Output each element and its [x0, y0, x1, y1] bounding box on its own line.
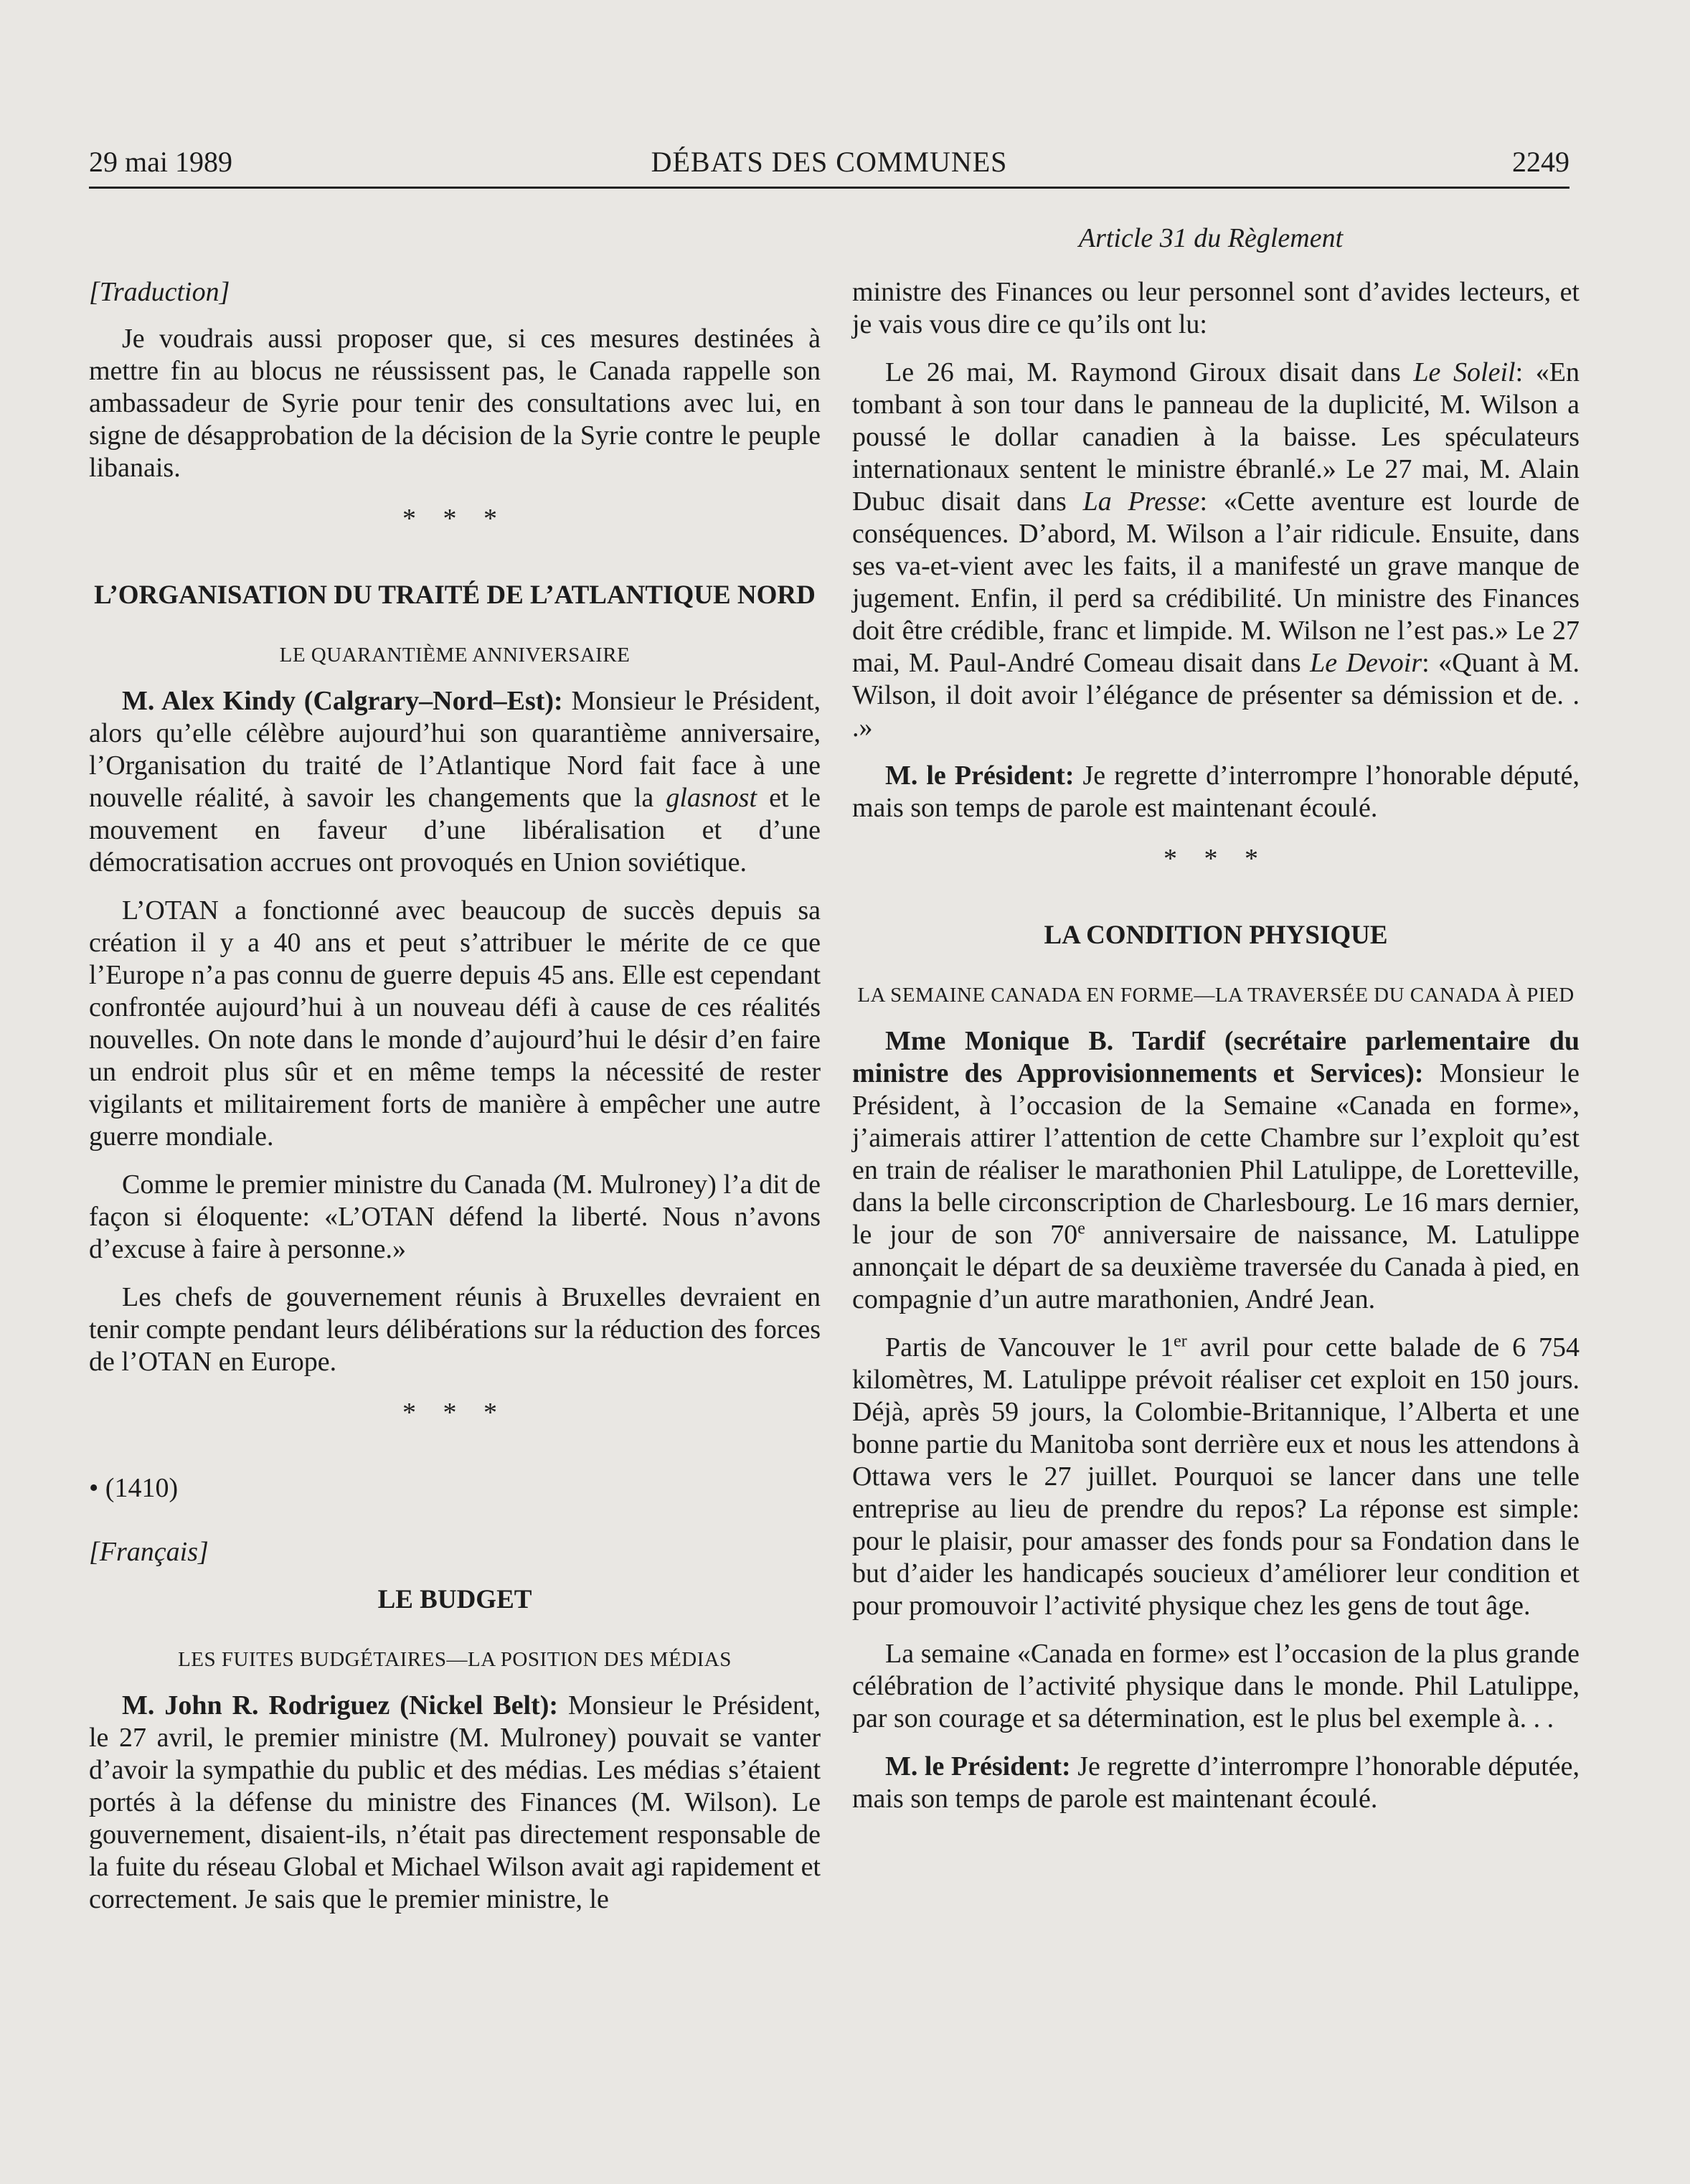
speech-text: anniversaire de naissance, M. Latulippe annonçait le départ de sa deuxième traversée du Canada à pied, en compagnie d’un autre marathonien, André Jean.	[852, 1220, 1580, 1314]
speech-paragraph	[852, 1751, 1580, 1815]
paragraph-text: Partis de Vancouver le 1	[885, 1332, 1174, 1362]
emphasis-text: glasnost	[666, 783, 757, 813]
newspaper-name: Le Soleil	[1413, 357, 1516, 387]
newspaper-name: La Presse	[1082, 486, 1200, 517]
quote-text: : «En tombant à son tour dans le panneau de la duplicité, M. Wilson a poussé le dollar canadien à la baisse. Les spéculateurs internationaux sentent le ministre ébranlé.» Le 27 mai, M. Alain Dubuc disait dans	[852, 357, 1580, 517]
header-title: DÉBATS DES COMMUNES	[651, 146, 1008, 178]
paragraph: Les chefs de gouvernement réunis à Bruxelles devraient en tenir compte pendant leurs délibérations sur la réduction des forces de l’OTAN en Europe.	[89, 1282, 821, 1377]
running-head: Article 31 du Règlement	[1078, 223, 1344, 253]
left-column	[89, 276, 821, 1931]
speech-paragraph	[89, 685, 821, 879]
paragraph: La semaine «Canada en forme» est l’occasion de la plus grande célébration de l’activité physique dans le monde. Phil Latulippe, par son courage et sa détermination, est le plus bel exemple à. . .	[852, 1639, 1580, 1733]
speech-text: Monsieur le Président, alors qu’elle célèbre aujourd’hui son quarantième anniversaire, l’Organisation du traité de l’Atlantique Nord fait face à une nouvelle réalité, à savoir les changements que la	[89, 686, 821, 813]
language-tag: [Traduction]	[89, 277, 230, 307]
section-separator: * * *	[402, 504, 507, 534]
quotation-paragraph	[852, 357, 1580, 744]
speaker-name: M. le Président:	[885, 761, 1075, 791]
quote-text: Le 26 mai, M. Raymond Giroux disait dans	[885, 357, 1401, 387]
paragraph: L’OTAN a fonctionné avec beaucoup de succès depuis sa création il y a 40 ans et peut s’attribuer le mérite de ce que l’Europe n’a pas connu de guerre depuis 45 ans. Elle est cependant confrontée aujourd’hui à un nouveau défi à cause de ces réalités nouvelles. On note dans le monde d’aujourd’hui le désir d’en faire un endroit plus sûr et en même temps la nécessité de rester vigilants et militairement forts de manière à empêcher une autre guerre mondiale.	[89, 895, 821, 1152]
speech-paragraph	[852, 760, 1580, 824]
newspaper-name: Le Devoir	[1310, 648, 1422, 678]
speech-text: et le mouvement en faveur d’une libéralisation et d’une démocratisation accrues ont provoqués en Union soviétique.	[89, 783, 821, 877]
section-heading: LA CONDITION PHYSIQUE	[1044, 921, 1388, 950]
paragraph: Je voudrais aussi proposer que, si ces mesures destinées à mettre fin au blocus ne réussissent pas, le Canada rappelle son ambassadeur de Syrie pour tenir des consultations avec lui, en signe de désapprobation de la décision de la Syrie contre le peuple libanais.	[89, 324, 821, 483]
section-separator: * * *	[1163, 844, 1268, 874]
time-marker: • (1410)	[89, 1473, 179, 1503]
superscript: er	[1174, 1332, 1187, 1351]
paragraph: Comme le premier ministre du Canada (M. Mulroney) l’a dit de façon si éloquente: «L’OTAN défend la liberté. Nous n’avons d’excuse à faire à personne.»	[89, 1169, 821, 1264]
section-separator: * * *	[402, 1398, 507, 1428]
subsection-heading: LA SEMAINE CANADA EN FORME—LA TRAVERSÉE DU CANADA À PIED	[857, 984, 1575, 1007]
speaker-name: Mme Monique B. Tardif (secrétaire parlementaire du ministre des Approvisionnements et Services):	[852, 1026, 1580, 1088]
speaker-name: M. John R. Rodriguez (Nickel Belt):	[122, 1690, 559, 1721]
superscript: e	[1077, 1219, 1085, 1238]
speech-text: Je regrette d’interrompre l’honorable député, mais son temps de parole est maintenant écoulé.	[852, 761, 1580, 823]
quote-text: : «Cette aventure est lourde de conséquences. D’abord, M. Wilson a l’air ridicule. Ensuite, dans ses va-et-vient avec les faits, il a manifesté un grave manque de jugement. Enfin, il perd sa crédibilité. Un ministre des Finances doit être crédible, franc et limpide. M. Wilson ne l’est pas.» Le 27 mai, M. Paul-André Comeau disait dans	[852, 486, 1580, 678]
speech-paragraph	[89, 1690, 821, 1916]
speech-text: Je regrette d’interrompre l’honorable députée, mais son temps de parole est maintenant écoulé.	[852, 1751, 1580, 1814]
page-header	[89, 145, 1569, 189]
section-heading: L’ORGANISATION DU TRAITÉ DE L’ATLANTIQUE NORD	[94, 580, 816, 610]
subsection-heading: LE QUARANTIÈME ANNIVERSAIRE	[279, 644, 631, 667]
quote-text: : «Quant à M. Wilson, il doit avoir l’élégance de présenter sa démission et de. . .»	[852, 648, 1580, 743]
speaker-name: M. le Président:	[885, 1751, 1071, 1781]
language-tag: [Français]	[89, 1537, 209, 1567]
paragraph-text: avril pour cette balade de 6 754 kilomètres, M. Latulippe prévoit réaliser cet exploit en 150 jours. Déjà, après 59 jours, la Colombie-Britannique, l’Alberta et une bonne partie du Manitoba sont derrière eux et nous les attendons à Ottawa vers le 27 juillet. Pourquoi se lancer dans une telle entreprise au lieu de prendre du repos? La réponse est simple: pour le plaisir, pour amasser des fonds pour sa Fondation dans le but d’aider les handicapés soucieux d’améliorer leur condition et pour promouvoir l’activité physique chez les gens de tout âge.	[852, 1332, 1580, 1621]
subsection-heading: LES FUITES BUDGÉTAIRES—LA POSITION DES MÉDIAS	[178, 1648, 732, 1671]
section-heading: LE BUDGET	[377, 1585, 532, 1614]
right-column	[852, 276, 1580, 1831]
paragraph: ministre des Finances ou leur personnel sont d’avides lecteurs, et je vais vous dire ce qu’ils ont lu:	[852, 277, 1580, 339]
header-date: 29 mai 1989	[89, 146, 232, 178]
speaker-name: M. Alex Kindy (Calgrary–Nord–Est):	[122, 686, 563, 716]
speech-text: Monsieur le Président, à l’occasion de la Semaine «Canada en forme», j’aimerais attirer l’attention de cette Chambre sur l’exploit qu’est en train de réaliser le marathonien Phil Latulippe, de Loretteville, dans la belle circonscription de Charlesbourg. Le 16 mars dernier, le jour de son 70	[852, 1058, 1580, 1250]
header-page-number: 2249	[1512, 146, 1569, 178]
paragraph	[852, 1332, 1580, 1622]
speech-paragraph	[852, 1025, 1580, 1316]
speech-text: Monsieur le Président, le 27 avril, le premier ministre (M. Mulroney) pouvait se vanter d’avoir la sympathie du public et des médias. Les médias s’étaient portés à la défense du ministre des Finances (M. Wilson). Le gouvernement, disaient-ils, n’était pas directement responsable de la fuite du réseau Global et Michael Wilson avait agi rapidement et correctement. Je sais que le premier ministre, le	[89, 1690, 821, 1914]
